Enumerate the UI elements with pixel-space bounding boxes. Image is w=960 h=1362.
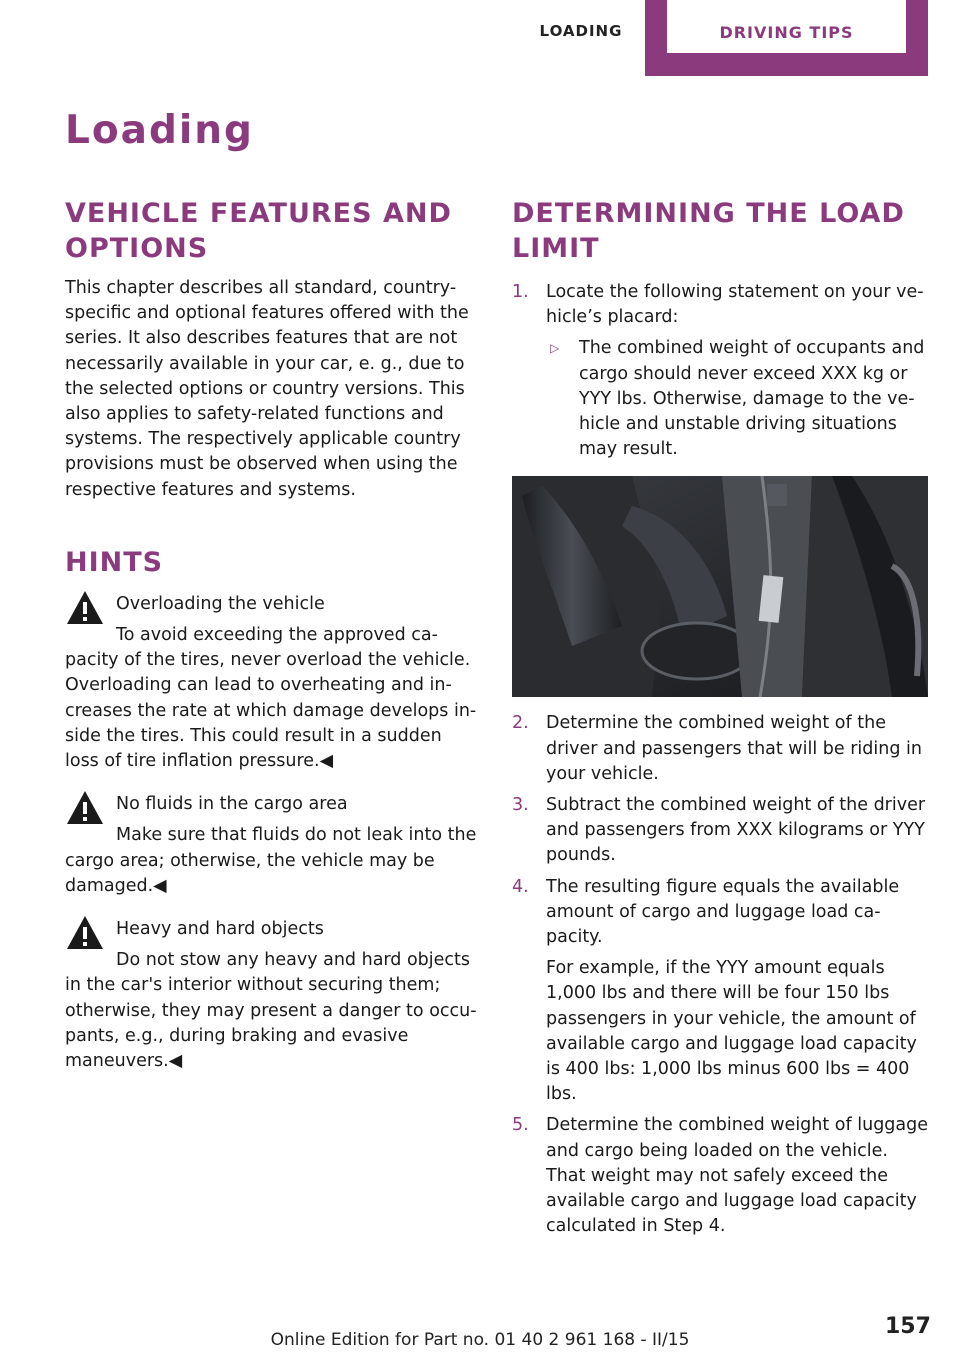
- left-column: [65, 196, 480, 1074]
- step-text: Determine the combined weight of luggage and cargo being loaded on the vehicle. That weight may not safely exceed the available cargo and luggage load capacity calculated in Step 4.: [546, 1115, 929, 1237]
- warning-body: To avoid exceeding the approved capacity of the tires, never overload the vehicle. Overloading can lead to overheating and increases the rate at which damage develops inside the tires. This could result in a sudden loss of tire inflation pressure.◀: [65, 625, 477, 772]
- section-heading-hints: HINTS: [65, 546, 164, 578]
- warning-block: [65, 917, 480, 1074]
- warning-icon: [65, 913, 105, 953]
- step-text: Locate the following statement on your vehicle’s placard:: [546, 282, 924, 328]
- list-item: [512, 711, 928, 787]
- list-item: [512, 1113, 928, 1239]
- warning-block: [65, 592, 480, 774]
- warning-block: [65, 792, 480, 899]
- warning-title: Overloading the vehicle: [116, 593, 325, 614]
- warning-body: Make sure that fluids do not leak into the cargo area; otherwise, the vehicle may be damaged.◀: [65, 825, 477, 896]
- steps-list: [512, 280, 928, 462]
- step-number: 1.: [512, 282, 529, 302]
- step-number: 3.: [512, 795, 529, 816]
- step-text: Determine the combined weight of the driver and passengers that will be riding in your vehicle.: [546, 713, 922, 784]
- warning-title: Heavy and hard objects: [116, 919, 324, 940]
- list-item: [512, 793, 928, 869]
- section-heading-load-limit: DETERMINING THE LOAD LIMIT: [512, 198, 905, 264]
- step-example-text: For example, if the YYY amount equals 1,000 lbs and there will be four 150 lbs passengers in your vehicle, the amount of available cargo and luggage load capacity is 400 lbs: 1,000 lbs minus 600 lbs = 400 lbs.: [546, 958, 917, 1105]
- sub-item: [546, 336, 928, 462]
- section-heading-vehicle-features: VEHICLE FEATURES AND OPTIONS: [65, 198, 452, 264]
- header-tabs: [0, 0, 960, 76]
- page-title: Loading: [65, 108, 254, 153]
- triangle-bullet-icon: ▷: [550, 341, 560, 356]
- warning-icon: [65, 588, 105, 628]
- step-number: 4.: [512, 876, 529, 897]
- list-item: [512, 280, 928, 462]
- step-number: 5.: [512, 1115, 529, 1136]
- warning-icon: [65, 788, 105, 828]
- steps-list-continued: [512, 711, 928, 1239]
- tab-loading[interactable]: LOADING: [539, 22, 623, 40]
- right-column: [512, 196, 928, 1245]
- list-item: [512, 875, 928, 1108]
- sub-item-text: The combined weight of occupants and cargo should never exceed XXX kg or YYY lbs. Otherwise, damage to the vehicle and unstable driving situations may result.: [579, 338, 925, 460]
- tab-driving-tips[interactable]: [645, 0, 928, 76]
- footer-edition: Online Edition for Part no. 01 40 2 961 168 - II/15: [270, 1330, 690, 1350]
- tab-driving-tips-label: DRIVING TIPS: [667, 0, 906, 53]
- warning-body: Do not stow any heavy and hard objects in the car's interior without securing them; otherwise, they may present a danger to occupants, e.g., during braking and evasive maneuvers.◀: [65, 950, 477, 1072]
- step-text: Subtract the combined weight of the driver and passengers from XXX kilograms or YYY pounds.: [546, 795, 926, 866]
- car-door-sill-photo: [512, 476, 928, 697]
- step-text: The resulting figure equals the available amount of cargo and luggage load capacity.: [546, 876, 900, 948]
- step-number: 2.: [512, 713, 529, 734]
- section-text-vehicle-features: This chapter describes all standard, country-specific and optional features offered with the series. It also describes features that are not necessarily available in your car, e. g., due to the selected options or country versions. This also applies to safety-related functions and systems. The respectively applicable country provisions must be observed when using the respective features and systems.: [65, 278, 469, 500]
- warning-title: No fluids in the cargo area: [116, 794, 348, 815]
- page-number: 157: [885, 1314, 931, 1339]
